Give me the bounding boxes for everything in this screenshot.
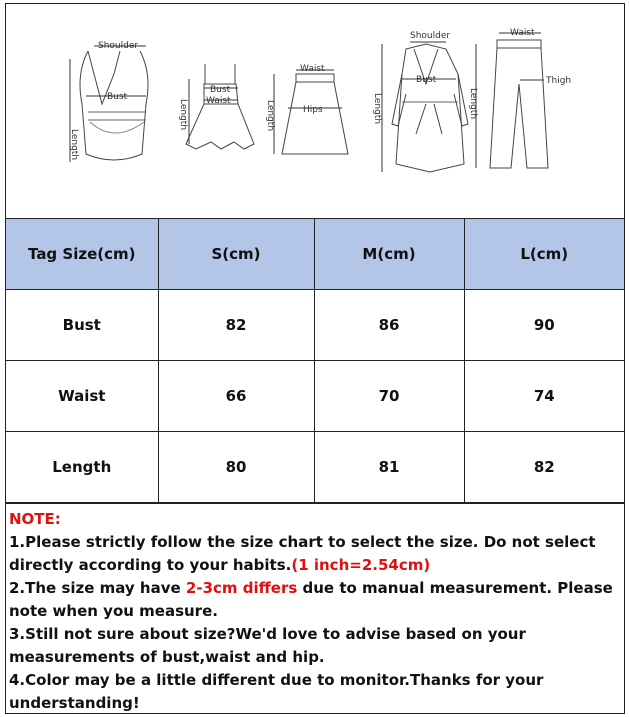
pants-waist-label: Waist <box>510 28 535 38</box>
dress-waist-label: Waist <box>206 96 231 106</box>
table-row <box>6 361 624 432</box>
row-label: Bust <box>6 290 158 361</box>
table-row <box>6 432 624 503</box>
measurement-illustrations <box>6 4 624 218</box>
table-cell: 81 <box>314 432 464 503</box>
size-chart-sheet <box>5 3 625 714</box>
coat-shoulder-label: Shoulder <box>410 31 451 41</box>
top-diagram <box>70 46 148 162</box>
header-size-m: M(cm) <box>314 219 464 290</box>
skirt-hips-label: Hips <box>303 105 323 115</box>
row-label: Waist <box>6 361 158 432</box>
pants-thigh-label: Thigh <box>546 76 572 86</box>
pants-length-label: Length <box>468 88 478 120</box>
table-cell: 82 <box>158 290 314 361</box>
table-cell: 74 <box>464 361 624 432</box>
note-2-text-a: 2.The size may have <box>9 579 186 597</box>
table-cell: 70 <box>314 361 464 432</box>
coat-length-label: Length <box>372 93 382 125</box>
dress-bust-label: Bust <box>210 85 231 95</box>
coat-bust-label: Bust <box>416 75 437 85</box>
header-tag-size: Tag Size(cm) <box>6 219 158 290</box>
header-size-s: S(cm) <box>158 219 314 290</box>
note-3: 3.Still not sure about size?We'd love to advise based on your measurements of bust,waist and hip. <box>9 625 526 666</box>
skirt-waist-label: Waist <box>300 64 325 74</box>
row-label: Length <box>6 432 158 503</box>
note-4: 4.Color may be a little different due to monitor.Thanks for your understanding! <box>9 671 544 712</box>
garment-measurement-diagrams <box>6 4 624 219</box>
note-2-highlight: 2-3cm differs <box>185 579 298 597</box>
note-1-text: 1.Please strictly follow the size chart to select the size. Do not select directly according to your habits. <box>9 533 596 574</box>
pants-diagram <box>476 33 548 168</box>
header-size-l: L(cm) <box>464 219 624 290</box>
note-2 <box>9 577 621 623</box>
top-shoulder-label: Shoulder <box>98 41 139 51</box>
skirt-length-label: Length <box>265 100 275 132</box>
table-cell: 66 <box>158 361 314 432</box>
note-1 <box>9 531 621 577</box>
size-table <box>6 218 624 503</box>
note-1-conversion: (1 inch=2.54cm) <box>291 556 431 574</box>
table-cell: 90 <box>464 290 624 361</box>
notes-title: NOTE: <box>9 510 61 528</box>
dress-diagram <box>186 64 254 149</box>
notes-section <box>6 503 624 713</box>
table-cell: 82 <box>464 432 624 503</box>
top-bust-label: Bust <box>107 92 128 102</box>
note-2-text-b: due to manual measurement. Please note when you measure. <box>9 579 613 620</box>
size-table-header-row <box>6 219 624 290</box>
coat-diagram <box>382 42 468 172</box>
dress-length-label: Length <box>178 99 188 131</box>
table-cell: 86 <box>314 290 464 361</box>
top-length-label: Length <box>69 129 79 161</box>
table-row <box>6 290 624 361</box>
table-cell: 80 <box>158 432 314 503</box>
